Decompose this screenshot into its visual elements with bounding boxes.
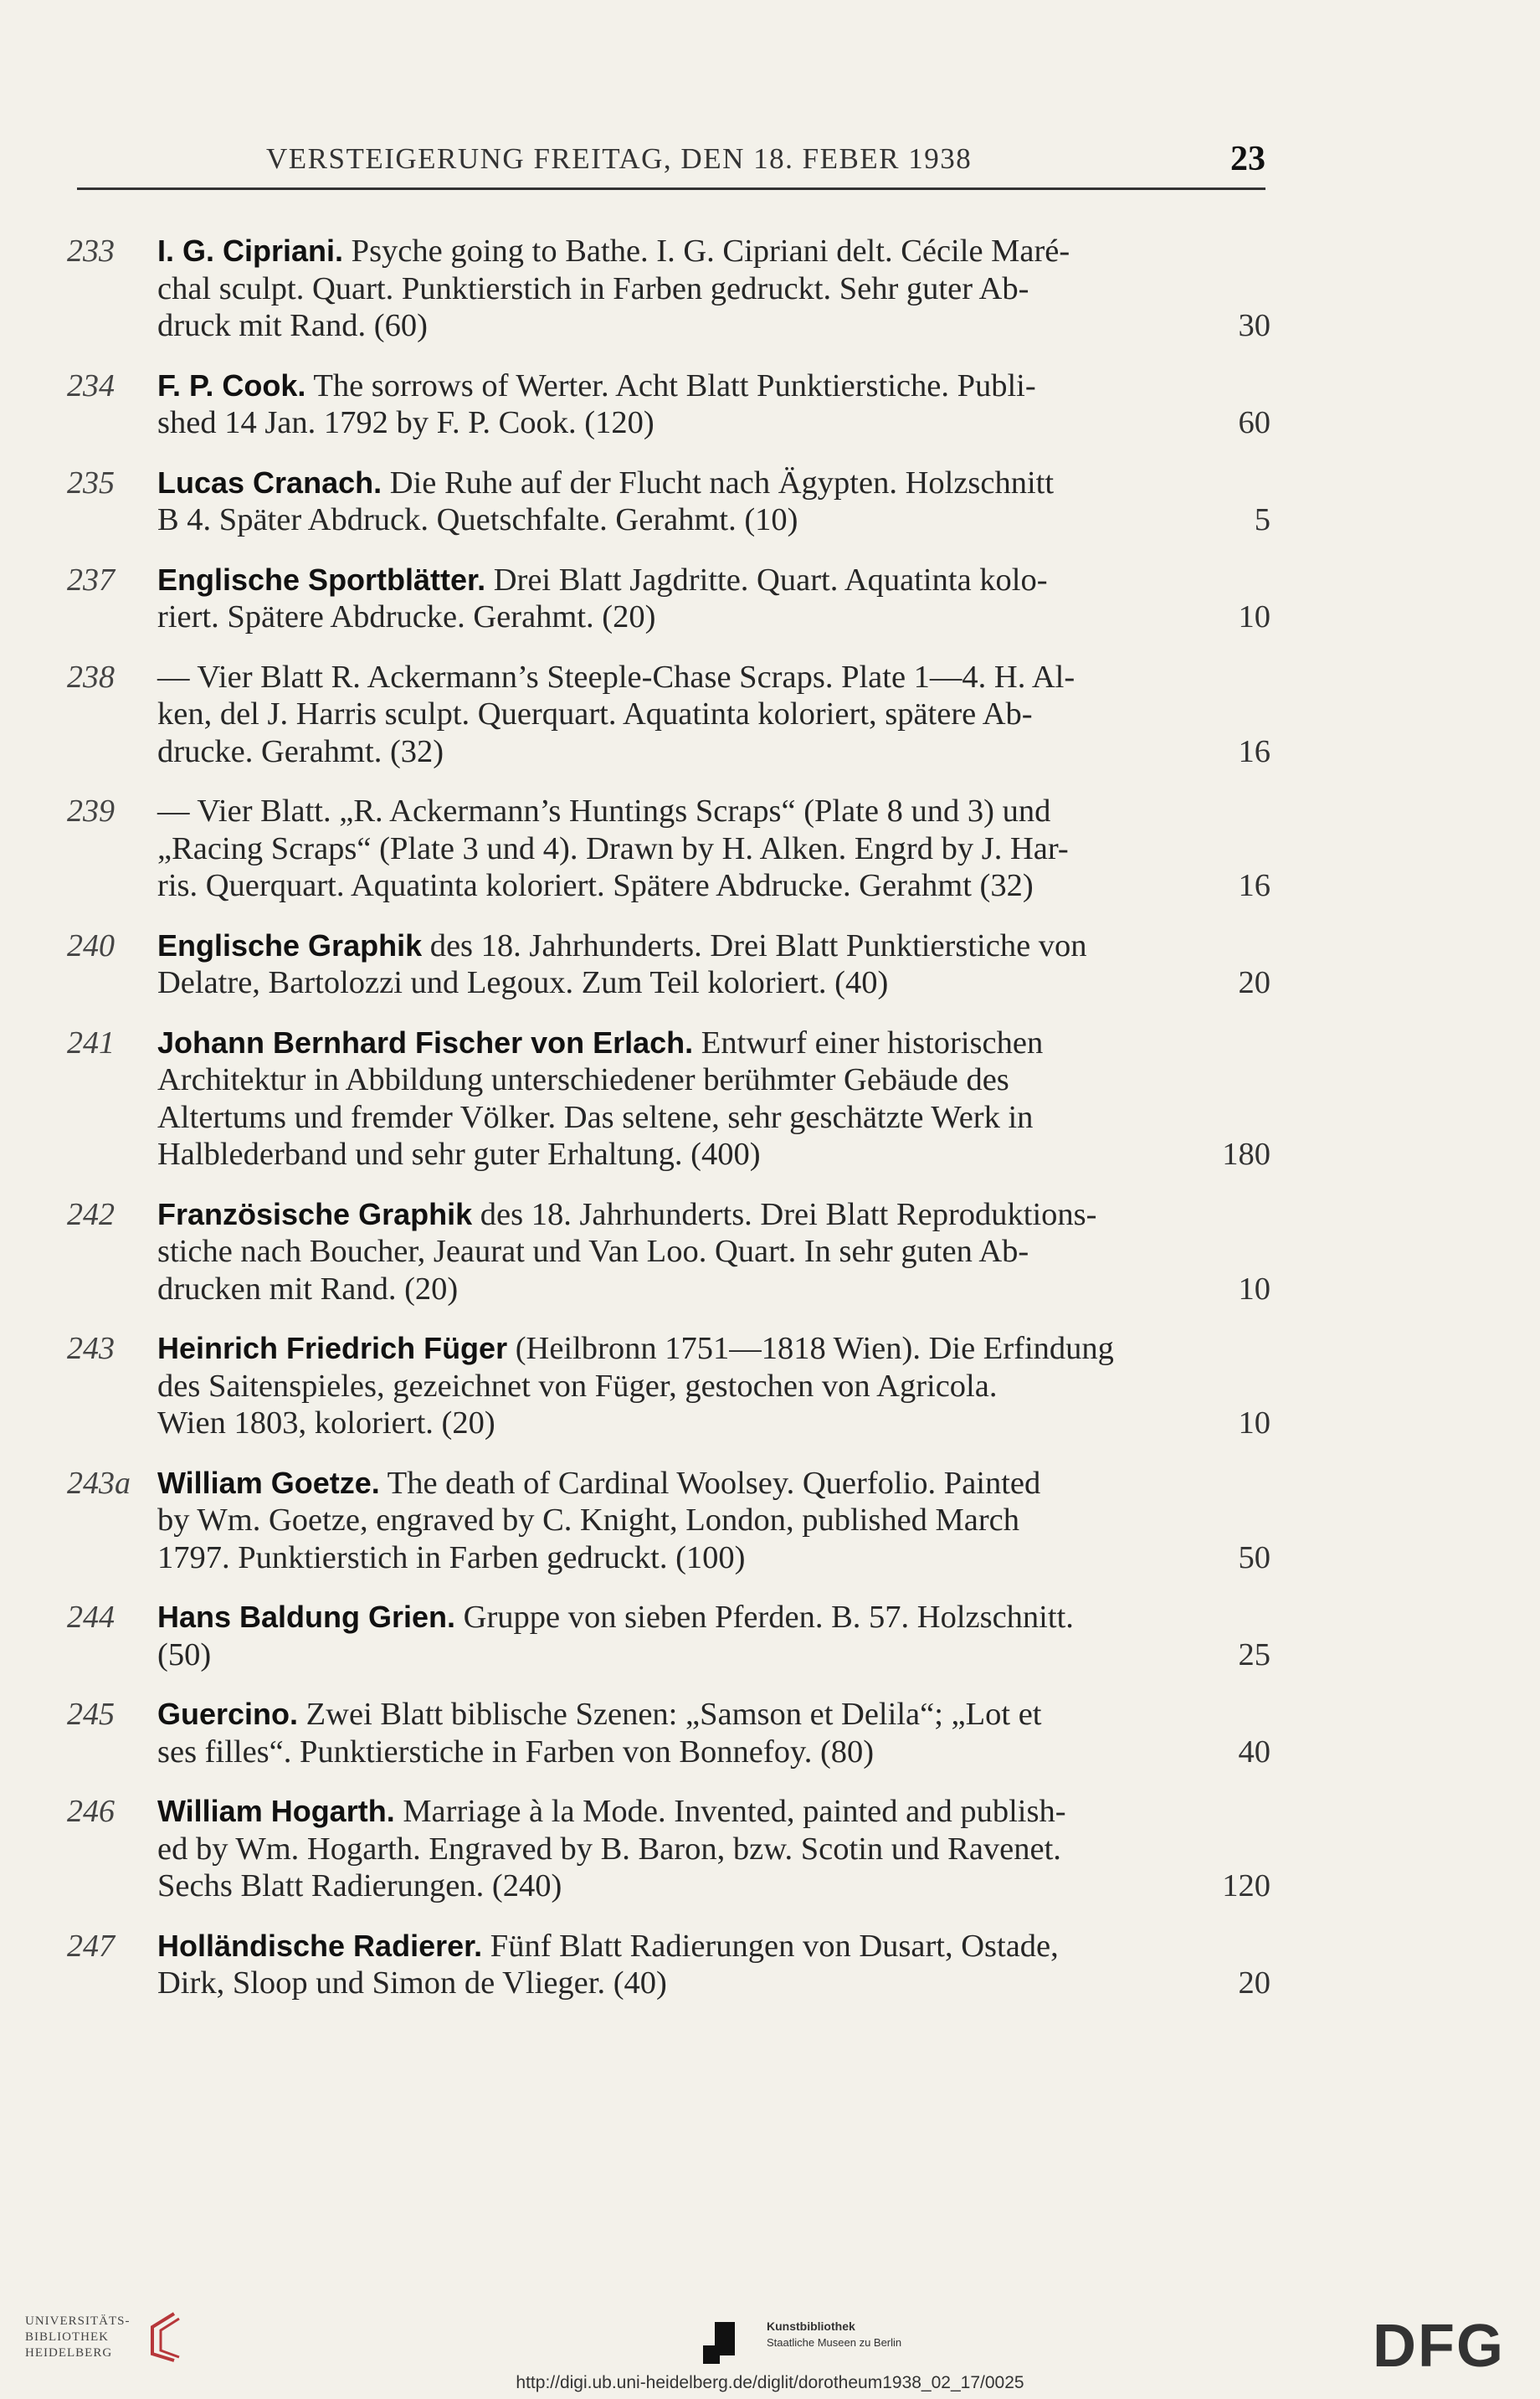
artist-name: Guercino.	[157, 1697, 299, 1731]
estimate-price: 10	[1238, 599, 1270, 634]
lot-number: 247	[67, 1928, 115, 1964]
description-text: Psyche going to Bathe. I. G. Cipriani delt. Cécile Maré-	[351, 234, 1070, 269]
artist-name: William Goetze.	[157, 1465, 380, 1500]
description-text-wrap	[157, 563, 1048, 598]
description-text-wrap	[157, 1025, 1043, 1061]
description-text: drucken mit Rand. (20)	[157, 1271, 459, 1307]
description-text-wrap	[157, 1929, 1059, 1964]
ub-logo-line: UNIVERSITÄTS-	[25, 2314, 131, 2328]
description-text: shed 14 Jan. 1792 by F. P. Cook. (120)	[157, 405, 654, 440]
description-text-wrap	[157, 1331, 1114, 1366]
description-line	[157, 1465, 1270, 1503]
lot-entry	[67, 1025, 1276, 1174]
description-text: B 4. Später Abdruck. Quetschfalte. Gerahmt. (10)	[157, 502, 798, 537]
description-text-wrap	[157, 660, 1075, 695]
description-text: ris. Querquart. Aquatinta koloriert. Spätere Abdrucke. Gerahmt (32)	[157, 868, 1034, 903]
description-text-wrap	[157, 1794, 1066, 1829]
description-text: Wien 1803, koloriert. (20)	[157, 1405, 495, 1441]
lot-entry	[67, 562, 1276, 636]
estimate-price: 25	[1238, 1636, 1270, 1672]
description-text: Halblederband und sehr guter Erhaltung. (400)	[157, 1137, 761, 1172]
lot-description	[157, 465, 1270, 539]
description-text-wrap	[157, 598, 655, 636]
description-line	[157, 1330, 1270, 1368]
description-text-wrap	[157, 1234, 1029, 1269]
lot-number: 235	[67, 465, 115, 501]
lot-entry	[67, 233, 1276, 345]
description-text-wrap	[157, 1405, 495, 1442]
description-line	[157, 1793, 1270, 1831]
description-text: by Wm. Goetze, engraved by C. Knight, London, published March	[157, 1503, 1020, 1538]
description-text-wrap	[157, 1600, 1074, 1635]
description-text-wrap	[157, 794, 1050, 829]
description-text-wrap	[157, 1100, 1033, 1135]
lot-number: 240	[67, 927, 115, 963]
description-line	[157, 562, 1270, 599]
lot-number: 245	[67, 1697, 115, 1732]
estimate-price: 120	[1222, 1868, 1270, 1903]
description-text: Sechs Blatt Radierungen. (240)	[157, 1868, 562, 1903]
lot-entry	[67, 1465, 1276, 1577]
kunstbibliothek-logo-icon	[703, 2322, 737, 2364]
artist-name: Lucas Cranach.	[157, 465, 382, 500]
lot-description	[157, 1330, 1270, 1442]
description-line	[157, 867, 1270, 905]
lot-entry	[67, 1696, 1276, 1770]
description-line	[157, 793, 1270, 830]
description-line	[157, 927, 1270, 965]
description-text-wrap	[157, 696, 1033, 732]
estimate-price: 40	[1238, 1734, 1270, 1770]
artist-name: Englische Sportblätter.	[157, 562, 486, 597]
description-text-wrap	[157, 1965, 667, 2002]
lot-number: 234	[67, 367, 115, 403]
description-line	[157, 1599, 1270, 1636]
estimate-price: 10	[1238, 1405, 1270, 1441]
estimate-price: 180	[1222, 1137, 1270, 1172]
lot-entry	[67, 465, 1276, 539]
description-text: des 18. Jahrhunderts. Drei Blatt Reproduktions-	[480, 1196, 1097, 1232]
lot-description	[157, 367, 1270, 442]
description-text-wrap	[157, 307, 428, 345]
description-line	[157, 1233, 1270, 1271]
lot-description	[157, 1599, 1270, 1673]
description-text-wrap	[157, 368, 1036, 403]
lot-description	[157, 562, 1270, 636]
description-text-wrap	[157, 271, 1029, 306]
lot-number: 244	[67, 1600, 115, 1635]
description-text-wrap	[157, 831, 1069, 866]
lot-entry	[67, 1330, 1276, 1442]
description-line	[157, 1405, 1270, 1442]
ub-logo-line: BIBLIOTHEK	[25, 2330, 109, 2344]
page-header	[77, 136, 1265, 186]
artist-name: Englische Graphik	[157, 927, 423, 963]
description-text-wrap	[157, 867, 1034, 905]
description-line	[157, 659, 1270, 696]
lot-number: 238	[67, 659, 115, 695]
ub-heidelberg-logo	[25, 2314, 131, 2361]
description-text: — Vier Blatt R. Ackermann’s Steeple-Chase Scraps. Plate 1—4. H. Al-	[157, 659, 1075, 695]
description-line	[157, 501, 1270, 539]
artist-name: Hans Baldung Grien.	[157, 1600, 456, 1634]
description-text: Marriage à la Mode. Invented, painted and publish-	[403, 1794, 1066, 1829]
description-line	[157, 964, 1270, 1002]
description-line	[157, 1368, 1270, 1405]
description-text-wrap	[157, 1539, 746, 1577]
description-text-wrap	[157, 1867, 562, 1905]
description-line	[157, 270, 1270, 308]
lot-entry	[67, 1599, 1276, 1673]
kb-subtitle: Staatliche Museen zu Berlin	[767, 2336, 902, 2349]
lot-number: 241	[67, 1025, 115, 1061]
description-text: chal sculpt. Quart. Punktierstich in Farben gedruckt. Sehr guter Ab-	[157, 270, 1029, 306]
lot-number: 246	[67, 1794, 115, 1829]
description-text: riert. Spätere Abdrucke. Gerahmt. (20)	[157, 599, 656, 634]
description-text: ses filles“. Punktierstiche in Farben von Bonnefoy. (80)	[157, 1734, 875, 1770]
dfg-logo: DFG	[1373, 2313, 1505, 2380]
lot-number: 233	[67, 234, 115, 269]
description-text-wrap	[157, 1503, 1019, 1538]
description-text-wrap	[157, 465, 1054, 501]
description-text-wrap	[157, 1136, 761, 1174]
description-text-wrap	[157, 1271, 458, 1308]
lot-entry	[67, 659, 1276, 771]
description-text: stiche nach Boucher, Jeaurat und Van Loo. Quart. In sehr guten Ab-	[157, 1234, 1029, 1269]
description-line	[157, 1539, 1270, 1577]
description-text: Dirk, Sloop und Simon de Vlieger. (40)	[157, 1965, 667, 2001]
description-text-wrap	[157, 404, 654, 442]
description-line	[157, 1061, 1270, 1099]
description-text-wrap	[157, 1062, 1009, 1097]
description-line	[157, 307, 1270, 345]
estimate-price: 20	[1238, 965, 1270, 1000]
description-text-wrap	[157, 234, 1070, 269]
description-text: Delatre, Bartolozzi und Legoux. Zum Teil koloriert. (40)	[157, 965, 889, 1000]
kb-title: Kunstbibliothek	[767, 2319, 855, 2333]
artist-name: Heinrich Friedrich Füger	[157, 1331, 508, 1365]
description-line	[157, 733, 1270, 771]
description-text-wrap	[157, 733, 444, 771]
lot-entry	[67, 1793, 1276, 1905]
lot-number: 243a	[67, 1465, 131, 1501]
description-text: des 18. Jahrhunderts. Drei Blatt Punktierstiche von	[429, 927, 1087, 963]
description-text: Gruppe von sieben Pferden. B. 57. Holzschnitt.	[463, 1600, 1074, 1635]
description-line	[157, 1099, 1270, 1137]
description-text: Architektur in Abbildung unterschiedener berühmter Gebäude des	[157, 1062, 1009, 1097]
description-line	[157, 1867, 1270, 1905]
description-text: Fünf Blatt Radierungen von Dusart, Ostade,	[490, 1928, 1059, 1964]
description-text-wrap	[157, 928, 1087, 963]
estimate-price: 5	[1254, 502, 1270, 537]
lot-description	[157, 659, 1270, 771]
description-text: des Saitenspieles, gezeichnet von Füger, gestochen von Agricola.	[157, 1368, 998, 1404]
lot-description	[157, 1465, 1270, 1577]
description-text: (50)	[157, 1636, 212, 1672]
lot-description	[157, 1025, 1270, 1174]
lot-list	[67, 233, 1276, 2025]
description-text-wrap	[157, 1466, 1040, 1501]
ub-emblem-icon	[141, 2310, 184, 2364]
description-text: (Heilbronn 1751—1818 Wien). Die Erfindung	[515, 1331, 1114, 1366]
artist-name: I. G. Cipriani.	[157, 234, 344, 268]
ub-logo-line: HEIDELBERG	[25, 2346, 113, 2360]
artist-name: William Hogarth.	[157, 1794, 395, 1828]
lot-description	[157, 233, 1270, 345]
description-line	[157, 1965, 1270, 2002]
estimate-price: 30	[1238, 308, 1270, 343]
page-number: 23	[1230, 140, 1265, 178]
description-line	[157, 1502, 1270, 1539]
description-line	[157, 830, 1270, 868]
lot-description	[157, 1696, 1270, 1770]
artist-name: Johann Bernhard Fischer von Erlach.	[157, 1025, 694, 1060]
description-text: ken, del J. Harris sculpt. Querquart. Aquatinta koloriert, spätere Ab-	[157, 696, 1033, 732]
description-text: Altertums und fremder Völker. Das seltene, sehr geschätzte Werk in	[157, 1099, 1034, 1135]
lot-description	[157, 927, 1270, 1002]
estimate-price: 20	[1238, 1965, 1270, 2001]
estimate-price: 10	[1238, 1271, 1270, 1307]
description-line	[157, 404, 1270, 442]
description-text-wrap	[157, 964, 888, 1002]
description-line	[157, 1734, 1270, 1771]
description-text: druck mit Rand. (60)	[157, 308, 428, 343]
source-url[interactable]: http://digi.ub.uni-heidelberg.de/diglit/dorotheum1938_02_17/0025	[516, 2373, 1024, 2392]
artist-name: Französische Graphik	[157, 1196, 473, 1231]
description-line	[157, 465, 1270, 502]
lot-description	[157, 1928, 1270, 2002]
lot-description	[157, 1793, 1270, 1905]
description-text: „Racing Scraps“ (Plate 3 und 4). Drawn by H. Alken. Engrd by J. Har-	[157, 830, 1069, 866]
lot-entry	[67, 927, 1276, 1002]
description-text: Die Ruhe auf der Flucht nach Ägypten. Holzschnitt	[389, 465, 1055, 501]
lot-number: 243	[67, 1331, 115, 1366]
description-text: 1797. Punktierstich in Farben gedruckt. (100)	[157, 1539, 746, 1575]
description-text-wrap	[157, 1369, 997, 1404]
description-line	[157, 1271, 1270, 1308]
estimate-price: 16	[1238, 868, 1270, 903]
description-text-wrap	[157, 1636, 211, 1674]
lot-number: 242	[67, 1196, 115, 1232]
lot-number: 239	[67, 794, 115, 829]
description-line	[157, 1136, 1270, 1174]
description-text: The sorrows of Werter. Acht Blatt Punktierstiche. Publi-	[313, 367, 1036, 403]
description-text: The death of Cardinal Woolsey. Querfolio. Painted	[387, 1465, 1041, 1501]
description-line	[157, 1928, 1270, 1965]
header-divider	[77, 188, 1265, 190]
description-line	[157, 367, 1270, 405]
lot-description	[157, 793, 1270, 905]
artist-name: Holländische Radierer.	[157, 1928, 483, 1963]
description-line	[157, 1636, 1270, 1674]
running-title: VERSTEIGERUNG FREITAG, DEN 18. FEBER 1938	[266, 142, 973, 175]
kunstbibliothek-label	[767, 2319, 901, 2350]
description-text-wrap	[157, 1697, 1041, 1732]
description-text: Zwei Blatt biblische Szenen: „Samson et Delila“; „Lot et	[305, 1697, 1042, 1732]
description-line	[157, 233, 1270, 270]
description-line	[157, 696, 1270, 733]
description-text-wrap	[157, 1734, 874, 1771]
lot-number: 237	[67, 562, 115, 598]
description-text: — Vier Blatt. „R. Ackermann’s Huntings Scraps“ (Plate 8 und 3) und	[157, 794, 1051, 829]
lot-entry	[67, 367, 1276, 442]
footer	[0, 2294, 1540, 2399]
estimate-price: 50	[1238, 1539, 1270, 1575]
description-line	[157, 598, 1270, 636]
artist-name: F. P. Cook.	[157, 367, 306, 403]
description-line	[157, 1196, 1270, 1234]
estimate-price: 60	[1238, 405, 1270, 440]
description-text: drucke. Gerahmt. (32)	[157, 733, 444, 769]
description-line	[157, 1696, 1270, 1734]
lot-entry	[67, 1196, 1276, 1308]
description-text: ed by Wm. Hogarth. Engraved by B. Baron, bzw. Scotin und Ravenet.	[157, 1831, 1061, 1867]
description-line	[157, 1831, 1270, 1868]
description-text: Entwurf einer historischen	[701, 1025, 1044, 1061]
description-text-wrap	[157, 1197, 1096, 1232]
lot-description	[157, 1196, 1270, 1308]
description-line	[157, 1025, 1270, 1062]
lot-entry	[67, 1928, 1276, 2002]
description-text: Drei Blatt Jagdritte. Quart. Aquatinta kolo-	[493, 562, 1048, 598]
estimate-price: 16	[1238, 733, 1270, 769]
lot-entry	[67, 793, 1276, 905]
description-text-wrap	[157, 1831, 1061, 1867]
description-text-wrap	[157, 501, 798, 539]
